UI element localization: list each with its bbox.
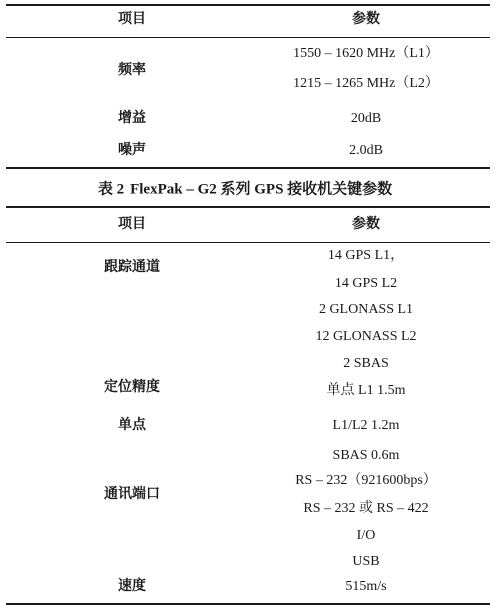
table2-caption-number: 表 2 [97, 181, 125, 198]
table2-value-l1-l2: L1/L2 1.2m [332, 418, 400, 433]
table2-value-usb: USB [352, 554, 380, 569]
table2-value-12-glonass-l2: 12 GLONASS L2 [315, 329, 417, 344]
table1-header-rule [6, 37, 490, 38]
table2-caption [98, 178, 398, 199]
table2-value-single-l1: 单点 L1 1.5m [326, 383, 406, 398]
table2-value-sbas: SBAS 0.6m [332, 448, 400, 463]
table1-label-gain: 增益 [118, 111, 146, 126]
table1-value-noise: 2.0dB [349, 143, 383, 158]
table1-value-gain: 20dB [350, 111, 382, 126]
table2-value-speed: 515m/s [345, 579, 387, 594]
table2-header-item: 项目 [118, 217, 146, 232]
table2-value-14-gps-l1: 14 GPS L1， [327, 248, 405, 263]
table2-bottom-rule [6, 603, 490, 605]
table1-header-item: 项目 [118, 12, 146, 27]
table2-value-rs232-baud: RS – 232（921600bps） [295, 473, 437, 488]
table2-label-tracking-channels: 跟踪通道 [104, 260, 160, 275]
table2-value-rs232-or-rs422: RS – 232 或 RS – 422 [303, 501, 429, 516]
table1-header-param: 参数 [352, 12, 380, 27]
table2-caption-title: FlexPak – G2 系列 GPS 接收机关键参数 [130, 181, 393, 198]
table1-value-frequency-l1: 1550 – 1620 MHz（L1） [293, 46, 439, 61]
table2-value-14-gps-l2: 14 GPS L2 [334, 276, 398, 291]
table2-label-positioning-accuracy: 定位精度 [104, 380, 160, 395]
table2-top-rule [6, 206, 490, 208]
table2-label-single-point: 单点 [118, 418, 146, 433]
table2-header-param: 参数 [352, 217, 380, 232]
table2-value-2-glonass-l1: 2 GLONASS L1 [318, 302, 414, 317]
table1-label-noise: 噪声 [118, 143, 146, 158]
table2-header-rule [6, 242, 490, 243]
table2-label-speed: 速度 [118, 579, 146, 594]
table1-label-frequency: 频率 [118, 63, 146, 78]
table1-top-rule [6, 4, 490, 6]
table2-label-comm-ports: 通讯端口 [104, 487, 160, 502]
table2-value-2-sbas: 2 SBAS [343, 356, 389, 371]
table1-bottom-rule [6, 167, 490, 169]
table2-value-io: I/O [356, 528, 376, 543]
table1-value-frequency-l2: 1215 – 1265 MHz（L2） [293, 76, 439, 91]
